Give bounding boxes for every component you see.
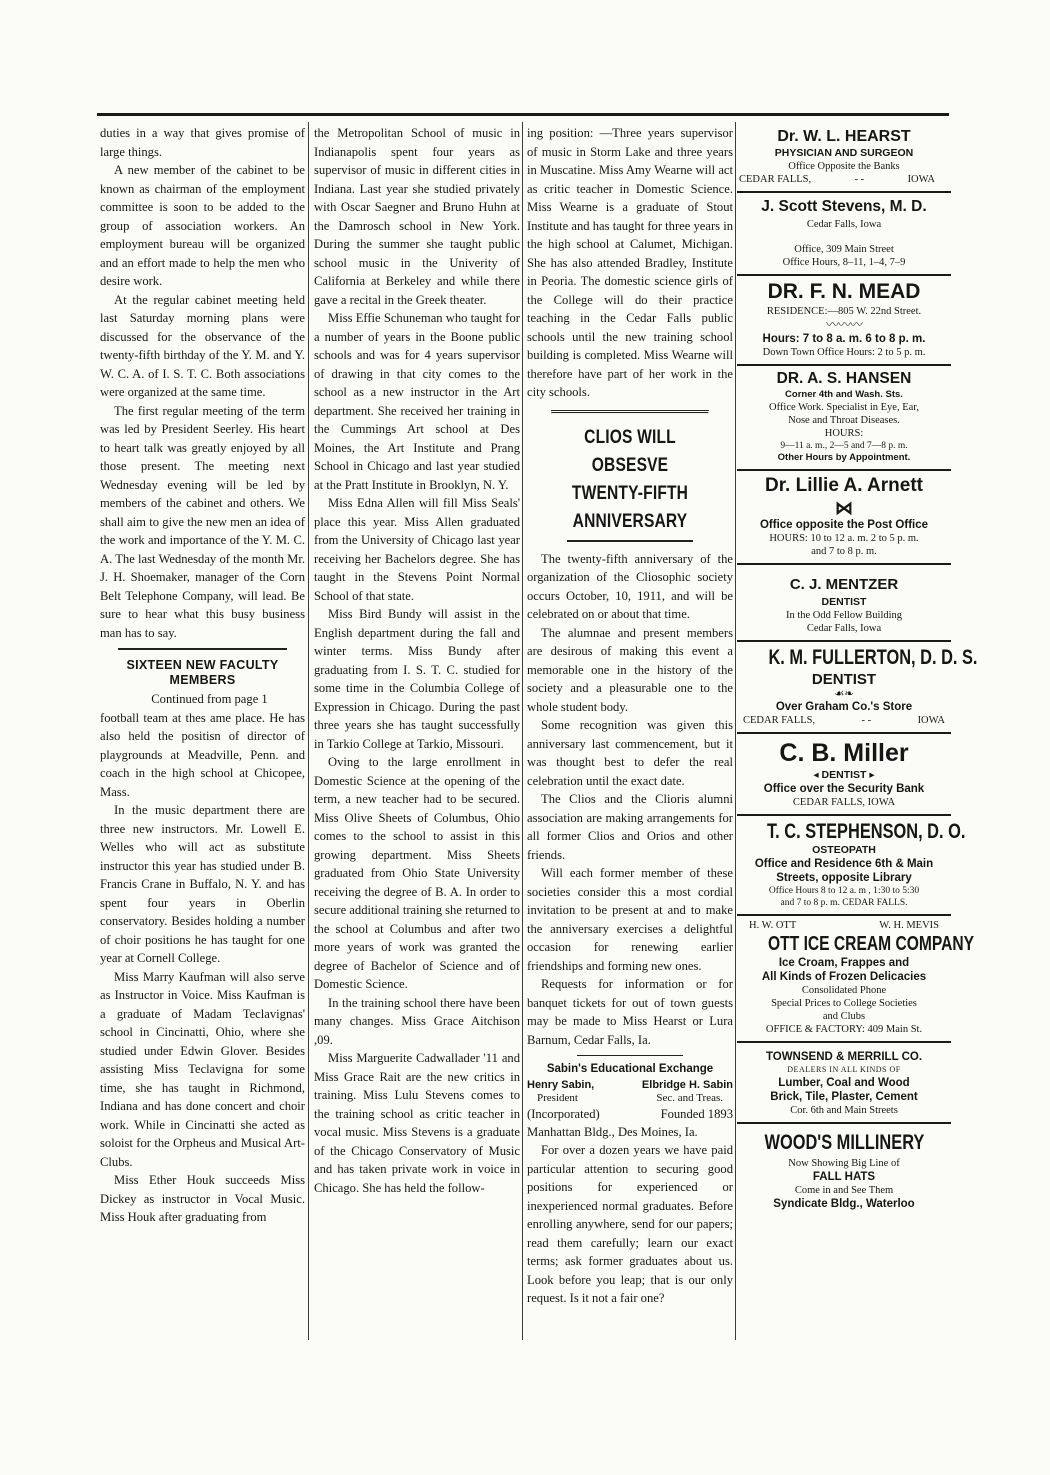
ad-mentzer (737, 565, 951, 642)
ad-hansen (737, 366, 951, 471)
ad-office: Office over the Security Bank (763, 783, 925, 795)
ad-role: OSTEOPATH (812, 844, 876, 856)
ad-work1: Office Work. Specialist in Eye, Ear, (769, 402, 919, 413)
column-rule (308, 122, 309, 1340)
ad-stephenson (737, 816, 966, 916)
ad-dealers: DEALERS IN ALL KINDS OF (787, 1065, 901, 1074)
ad-addr: Corner 4th and Wash. Sts. (785, 389, 903, 400)
ad-name: C. J. MENTZER (789, 576, 899, 593)
ornament-icon: ☙❧ (834, 688, 854, 700)
ad-line1: Ice Croam, Frappes and (778, 957, 910, 969)
ad-city: CEDAR FALLS, (739, 174, 812, 185)
ad-addr: Syndicate Bldg., Waterloo (773, 1198, 915, 1210)
ad-hearst (737, 124, 951, 193)
ad-woods (737, 1124, 951, 1216)
ad-downtown: Down Town Office Hours: 2 to 5 p. m. (762, 347, 926, 358)
ad-hours1: 9—11 a. m., 2—5 and 7—8 p. m. (780, 441, 908, 451)
top-rule (97, 113, 949, 116)
ad-name: C. B. Miller (779, 739, 909, 767)
ad-state: IOWA (907, 174, 935, 185)
ad-state: IOWA (917, 715, 945, 726)
ornament-icon: ⋈ (835, 498, 853, 518)
paragraph: Miss Bird Bundy will assist in the English department during the fall and winter terms. Miss Bundy after graduating from I. S. T. C. studied for some time in the Columbia College of Expression in Chicago. During the past three years she has taught successfully in Tarkio College at Tarkio, Missouri. (314, 607, 520, 751)
ad-dash: - - (861, 715, 872, 726)
paragraph: The first regular meeting of the term was led by President Seerley. His heart to heart talk was greatly enjoyed by all those present. The meeting next Wednesday evening will be led by members of the cabinet and others. We shall aim to give the new men an idea of the work and importance of the Y. M. C. A. The last Wednesday of the month Mr. J. H. Shoemaker, manager of the Corn Belt Telephone Company, will lead. Be sure to hear what this busy business man has to say. (100, 403, 305, 640)
ad-role: DENTIST (811, 671, 877, 688)
paragraph: The Clios and the Clioris alumni association are making arrangements for all former Clios and Orios and other friends. (527, 792, 733, 862)
ad-residence: RESIDENCE:—805 W. 22nd Street. (766, 306, 922, 317)
ad-name: OTT ICE CREAM COMPANY (768, 933, 975, 955)
ad-hours2: Other Hours by Appointment. (777, 452, 911, 463)
divider (567, 540, 693, 542)
column-rule (522, 122, 523, 1340)
ad-city: CEDAR FALLS, (743, 715, 816, 726)
ad-miller (737, 734, 951, 816)
ad-arnett (737, 471, 951, 565)
divider (577, 1055, 683, 1056)
headline-faculty: SIXTEEN NEW FACULTY MEMBERS (126, 658, 279, 687)
ad-townsend (737, 1043, 951, 1124)
advertisement-column (737, 124, 978, 1216)
ad-owner-left: H. W. OTT (749, 920, 797, 931)
ad-role-row (739, 769, 949, 782)
column-1 (100, 124, 305, 1227)
ad-hours: Hours: 7 to 8 a. m. 6 to 8 p. m. (762, 333, 926, 345)
paragraph: the Metropolitan School of music in Indianapolis spent four years as supervisor of music in different cities in Indiana. Last year she studied privately with Oscar Saegner and Bruno Huhn at the Damrosch school in New York. During the summer she taught public school music in the Univerity of California at Berkeley and while there gave a recital in the Greek theater. (314, 126, 520, 307)
ad-name: K. M. FULLERTON, D. D. S. (768, 646, 978, 669)
paragraph: Oving to the large enrollment in Domestic Science at the opening of the term, a new teacher had to be secured. Miss Olive Sheets of Columbus, Ohio comes to the school to assist in this growing department. Miss Sheets graduated from Ohio State University receiving the degree of B. A. In order to secure additional training she returned to the school at Columbus and after two more years of work was granted the degree of Bachelor of Science and of Domestic Science. (314, 755, 520, 991)
ad-name: DR. A. S. HANSEN (776, 370, 912, 387)
ad-hours2: and 7 to 8 p. m. (811, 546, 877, 557)
ad-name: J. Scott Stevens, M. D. (761, 198, 927, 215)
ornament-icon: 〰〰〰 (825, 317, 862, 332)
ad-work2: Nose and Throat Diseases. (788, 415, 900, 426)
ad-role: DENTIST (821, 769, 867, 781)
sabin-left-role: President (537, 1091, 578, 1104)
ad-fullerton (737, 642, 978, 734)
ad-ott (737, 916, 975, 1043)
ad-special1: Special Prices to College Societies (771, 998, 917, 1009)
ad-line2: All Kinds of Frozen Delicacies (761, 971, 927, 983)
paragraph: The twenty-fifth anniversary of the organization of the Cliosophic society occurs October, 10, 1911, and will be celebrated on or about that time. (527, 551, 733, 621)
column-2 (314, 124, 520, 1197)
ad-name: WOOD'S MILLINERY (764, 1131, 924, 1154)
ad-office1: Office and Residence 6th & Main (754, 858, 934, 870)
ad-office: OFFICE & FACTORY: 409 Main St. (765, 1024, 923, 1035)
ad-stevens (737, 193, 951, 276)
sabin-title: Sabin's Educational Exchange (546, 1063, 714, 1075)
ad-mead (737, 276, 951, 366)
ad-city: CEDAR FALLS, IOWA (792, 797, 896, 808)
paragraph: Miss Marguerite Cadwallader '11 and Miss Grace Rait are the new critics in training. Miss Lulu Stevens comes to the training school as critic teacher in vocal music. Miss Stevens is a graduate of the Chicago Conservatory of Music and has taken private work in voice in Chicago. She has held the follow- (314, 1051, 520, 1195)
paragraph: A new member of the cabinet to be known as chairman of the employment committee is soon to be added to the group of association workers. An employment bureau will be organized and an effort made to help the men who desire work. (100, 163, 305, 288)
ad-name: Dr. W. L. HEARST (777, 128, 911, 145)
ad-title: PHYSICIAN AND SURGEON (774, 147, 914, 159)
ad-line2: FALL HATS (812, 1171, 876, 1183)
ornament-left-icon: ◂ (813, 769, 819, 781)
ad-city: Cedar Falls, Iowa (806, 219, 882, 230)
paragraph: Requests for information or for banquet tickets for out of town guests may be made to Miss Hearst or Lura Barnum, Cedar Falls, Ia. (527, 977, 733, 1047)
paragraph: ing position: —Three years supervisor of music in Storm Lake and three years in Muscatine. Miss Amy Wearne will act as critic teacher in Domestic Science. Miss Wearne is a graduate of Stout Institute and has taught for three years in the high school at Calumet, Michigan. She has also attended Bradley, Institute in Peoria. The domestic science girls of the College will do their practice teaching in the Cedar Falls public schools until the new training school building is completed. Miss Wearne will therefore have part of her work in the city schools. (527, 126, 733, 399)
ad-special2: and Clubs (822, 1011, 866, 1022)
paragraph: football team at thes ame place. He has also held the positisn of director of playgrounds at Meadville, Penn. and coach in the high school at Chicopee, Mass. (100, 710, 305, 799)
ad-name: T. C. STEPHENSON, D. O. (766, 820, 966, 843)
ad-owners (739, 919, 949, 932)
ad-office2: Streets, opposite Library (776, 872, 912, 884)
ad-hours1: HOURS: 10 to 12 a. m. 2 to 5 p. m. (769, 533, 919, 544)
ad-name: TOWNSEND & MERRILL CO. (765, 1051, 923, 1063)
ad-office: Office opposite the Post Office (759, 519, 929, 531)
column-rule (735, 122, 736, 1340)
ad-office: Office, 309 Main Street (794, 244, 894, 255)
ad-role: DENTIST (821, 596, 867, 608)
ad-city-row (739, 714, 949, 727)
ad-store: Over Graham Co.'s Store (775, 701, 913, 713)
ornament-right-icon: ▸ (869, 769, 875, 781)
ad-city: Cedar Falls, Iowa (806, 623, 882, 634)
sabin-roles (527, 1092, 733, 1105)
paragraph: Miss Ether Houk succeeds Miss Dickey as instructor in Vocal Music. Miss Houk after graduating from (100, 1173, 305, 1224)
headline-clios-1: CLIOS WILL OBSESVE (584, 426, 676, 476)
divider (118, 648, 287, 650)
ad-hours1: Office Hours 8 to 12 a. m , 1:30 to 5:30 (768, 886, 920, 896)
paragraph: duties in a way that gives promise of large things. (100, 126, 305, 159)
sabin-names (527, 1079, 733, 1092)
sabin-right-name: Elbridge H. Sabin (641, 1078, 733, 1091)
ad-name: DR. F. N. MEAD (767, 280, 921, 303)
ad-line1: Now Showing Big Line of (788, 1158, 900, 1169)
sabin-left-name: Henry Sabin, (527, 1078, 595, 1091)
ad-line2: Brick, Tile, Plaster, Cement (770, 1091, 918, 1103)
column-3 (527, 124, 733, 1308)
ad-hours: Office Hours, 8–11, 1–4, 7–9 (782, 257, 906, 268)
sabin-founded: Founded 1893 (660, 1106, 733, 1121)
paragraph: The alumnae and present members are desirous of making this event a memorable one in the history of the society and a pleasurable one to the whole student body. (527, 625, 733, 714)
divider (551, 410, 709, 414)
sabin-inc: (Incorporated) (527, 1106, 600, 1121)
ad-phone: Consolidated Phone (801, 985, 887, 996)
paragraph: In the music department there are three new instructors. Mr. Lowell E. Welles who will act as substitute instructor this year has studied under B. Francis Crane in Buffalo, N. Y. and has spent four years in Oberlin conservatory. Besides holding a number of choir positions he has taught for one year at Cornell College. (100, 803, 305, 965)
ad-bldg: In the Odd Fellow Building (785, 610, 903, 621)
sabin-right-role: Sec. and Treas. (656, 1091, 723, 1104)
paragraph: Some recognition was given this anniversary last commencement, but it was thought best to defer the real celebration until the exact date. (527, 718, 733, 788)
ad-line1: Lumber, Coal and Wood (778, 1077, 910, 1089)
continued-note: Continued from page 1 (151, 692, 268, 706)
sabin-inc-row (527, 1105, 733, 1123)
paragraph: Miss Effie Schuneman who taught for a number of years in the Boone public schools and was for 4 years supervisor of drawing in that city comes to the school as a new instructor in the Art department. She received her training in the Cummings Art school at Des Moines, the Art Institute and Prang School in Chicago and last year studied at the Pratt Institute in Brooklyn, N. Y. (314, 311, 520, 492)
sabin-address: Manhattan Bldg., Des Moines, Ia. (527, 1124, 698, 1139)
paragraph: In the training school there have been many changes. Miss Grace Aitchison ,09. (314, 995, 520, 1047)
ad-owner-right: W. H. MEVIS (879, 920, 939, 931)
paragraph: Miss Marry Kaufman will also serve as Instructor in Voice. Miss Kaufman is a graduate of Madam Teclavignas' school in Cincinatti, Ohio, where she studied under Edwin Glover. Besides assisting Miss Teclavigna for some time, she has taught in Richmond, Indiana and has done concert and choir work. While in Cincinatti she acted as soloist for the Orpheus and Musical Art-Clubs. (100, 969, 305, 1169)
ad-name: Dr. Lillie A. Arnett (764, 475, 923, 496)
ad-city-row (739, 173, 949, 186)
paragraph: Miss Edna Allen will fill Miss Seals' place this year. Miss Allen graduated from the University of Chicago last year receiving her Bachelors degree. She has taught in the Stevens Point Normal School of that state. (314, 496, 520, 603)
paragraph: Will each former member of these societies consider this a most cordial invitation to be present at and to make the anniversary exercises a delightful occasion for renewing earlier friendships and forming new ones. (527, 866, 733, 973)
ad-dash: - - (854, 174, 865, 185)
ad-hours-label: HOURS: (824, 428, 864, 439)
ad-office: Office Opposite the Banks (788, 161, 900, 172)
headline-clios-2: TWENTY-FIFTH ANNIVERSARY (571, 482, 689, 532)
paragraph: At the regular cabinet meeting held last Saturday morning plans were discussed for the observance of the twenty-fifth birthday of the Y. M. and Y. W. C. A. of I. S. T. C. Both associations were organized at the same time. (100, 292, 305, 399)
ad-hours2: and 7 to 8 p. m. CEDAR FALLS. (780, 898, 908, 908)
sabin-body: For over a dozen years we have paid particular attention to securing good positions for experienced or inexperienced normal graduates. Before enrolling anywhere, send for our papers; read them carefully; learn our exact terms; ask former graduates about us. Look before you leap; that is our only request. Is it not a fair one? (527, 1143, 733, 1305)
ad-line3: Come in and See Them (794, 1185, 894, 1196)
ad-addr: Cor. 6th and Main Streets (790, 1105, 898, 1116)
